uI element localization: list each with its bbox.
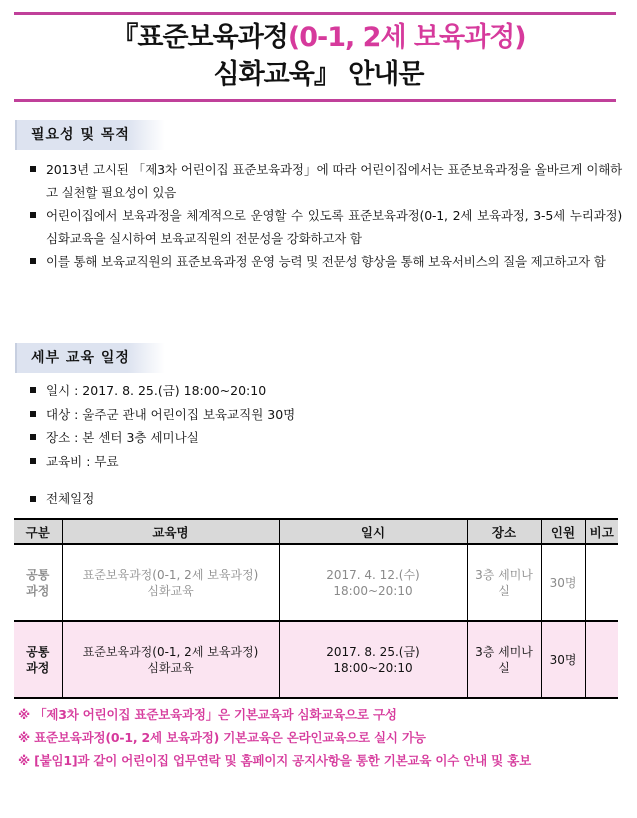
cell-datetime: 2017. 4. 12.(수) 18:00~20:10 [279,544,467,621]
cell-category: 공통 과정 [14,544,62,621]
square-bullet-icon [30,434,36,440]
bottom-divider [14,99,616,102]
note-item: ※ 「제3차 어린이집 표준보육과정」은 기본교육과 심화교육으로 구성 [18,707,397,722]
top-divider [14,12,616,15]
table-row [14,544,618,621]
schedule-details-list [30,379,622,473]
cell-course-name: 표준보육과정(0-1, 2세 보육과정) 심화교육 [62,621,279,698]
cell-count: 30명 [541,621,585,698]
list-item: 교육비 : 무료 [30,450,622,474]
square-bullet-icon [30,496,36,502]
title-prefix: 『표준보육과정 [111,22,288,53]
square-bullet-icon [30,387,36,393]
notes-list [18,703,622,772]
list-item: 일시 : 2017. 8. 25.(금) 18:00~20:10 [30,379,622,403]
cell-note [585,544,618,621]
table-header-row [14,519,618,544]
schedule-table [14,518,618,699]
cell-place: 3층 세미나실 [467,544,541,621]
cell-category: 공통 과정 [14,621,62,698]
list-item: 2013년 고시된 「제3차 어린이집 표준보육과정」에 따라 어린이집에서는 표준보육과정을 올바르게 이해하고 실천할 필요성이 있음 [30,158,622,204]
cell-course-name: 표준보육과정(0-1, 2세 보육과정) 심화교육 [62,544,279,621]
header-category: 구분 [14,519,62,544]
header-datetime: 일시 [279,519,467,544]
header-count: 인원 [541,519,585,544]
purpose-list [30,158,622,273]
cell-count: 30명 [541,544,585,621]
section-heading-schedule: 세부 교육 일정 [15,343,165,373]
note-item: ※ 표준보육과정(0-1, 2세 보육과정) 기본교육은 온라인교육으로 실시 가능 [18,730,426,745]
list-item: 이를 통해 보육교직원의 표준보육과정 운영 능력 및 전문성 향상을 통해 보육서비스의 질을 제고하고자 함 [30,250,622,273]
title-highlight: (0-1, 2세 보육과정) [287,22,526,53]
list-item: 장소 : 본 센터 3층 세미나실 [30,426,622,450]
table-row [14,621,618,698]
section-heading-purpose: 필요성 및 목적 [15,120,165,150]
document-title-line1 [0,22,637,54]
header-place: 장소 [467,519,541,544]
overall-schedule-label: 전체일정 [30,489,94,509]
header-note: 비고 [585,519,618,544]
square-bullet-icon [30,212,36,218]
square-bullet-icon [30,411,36,417]
document-title-line2: 심화교육』 안내문 [213,59,424,90]
cell-place: 3층 세미나실 [467,621,541,698]
list-item: 어린이집에서 보육과정을 체계적으로 운영할 수 있도록 표준보육과정(0-1, 2세 보육과정, 3-5세 누리과정) 심화교육을 실시하여 보육교직원의 전문성을 강화하고자 함 [30,204,622,250]
square-bullet-icon [30,458,36,464]
list-item: 대상 : 울주군 관내 어린이집 보육교직원 30명 [30,403,622,427]
note-item: ※ [붙임1]과 같이 어린이집 업무연락 및 홈페이지 공지사항을 통한 기본교육 이수 안내 및 홍보 [18,753,531,768]
header-course-name: 교육명 [62,519,279,544]
square-bullet-icon [30,258,36,264]
square-bullet-icon [30,166,36,172]
cell-datetime: 2017. 8. 25.(금) 18:00~20:10 [279,621,467,698]
cell-note [585,621,618,698]
